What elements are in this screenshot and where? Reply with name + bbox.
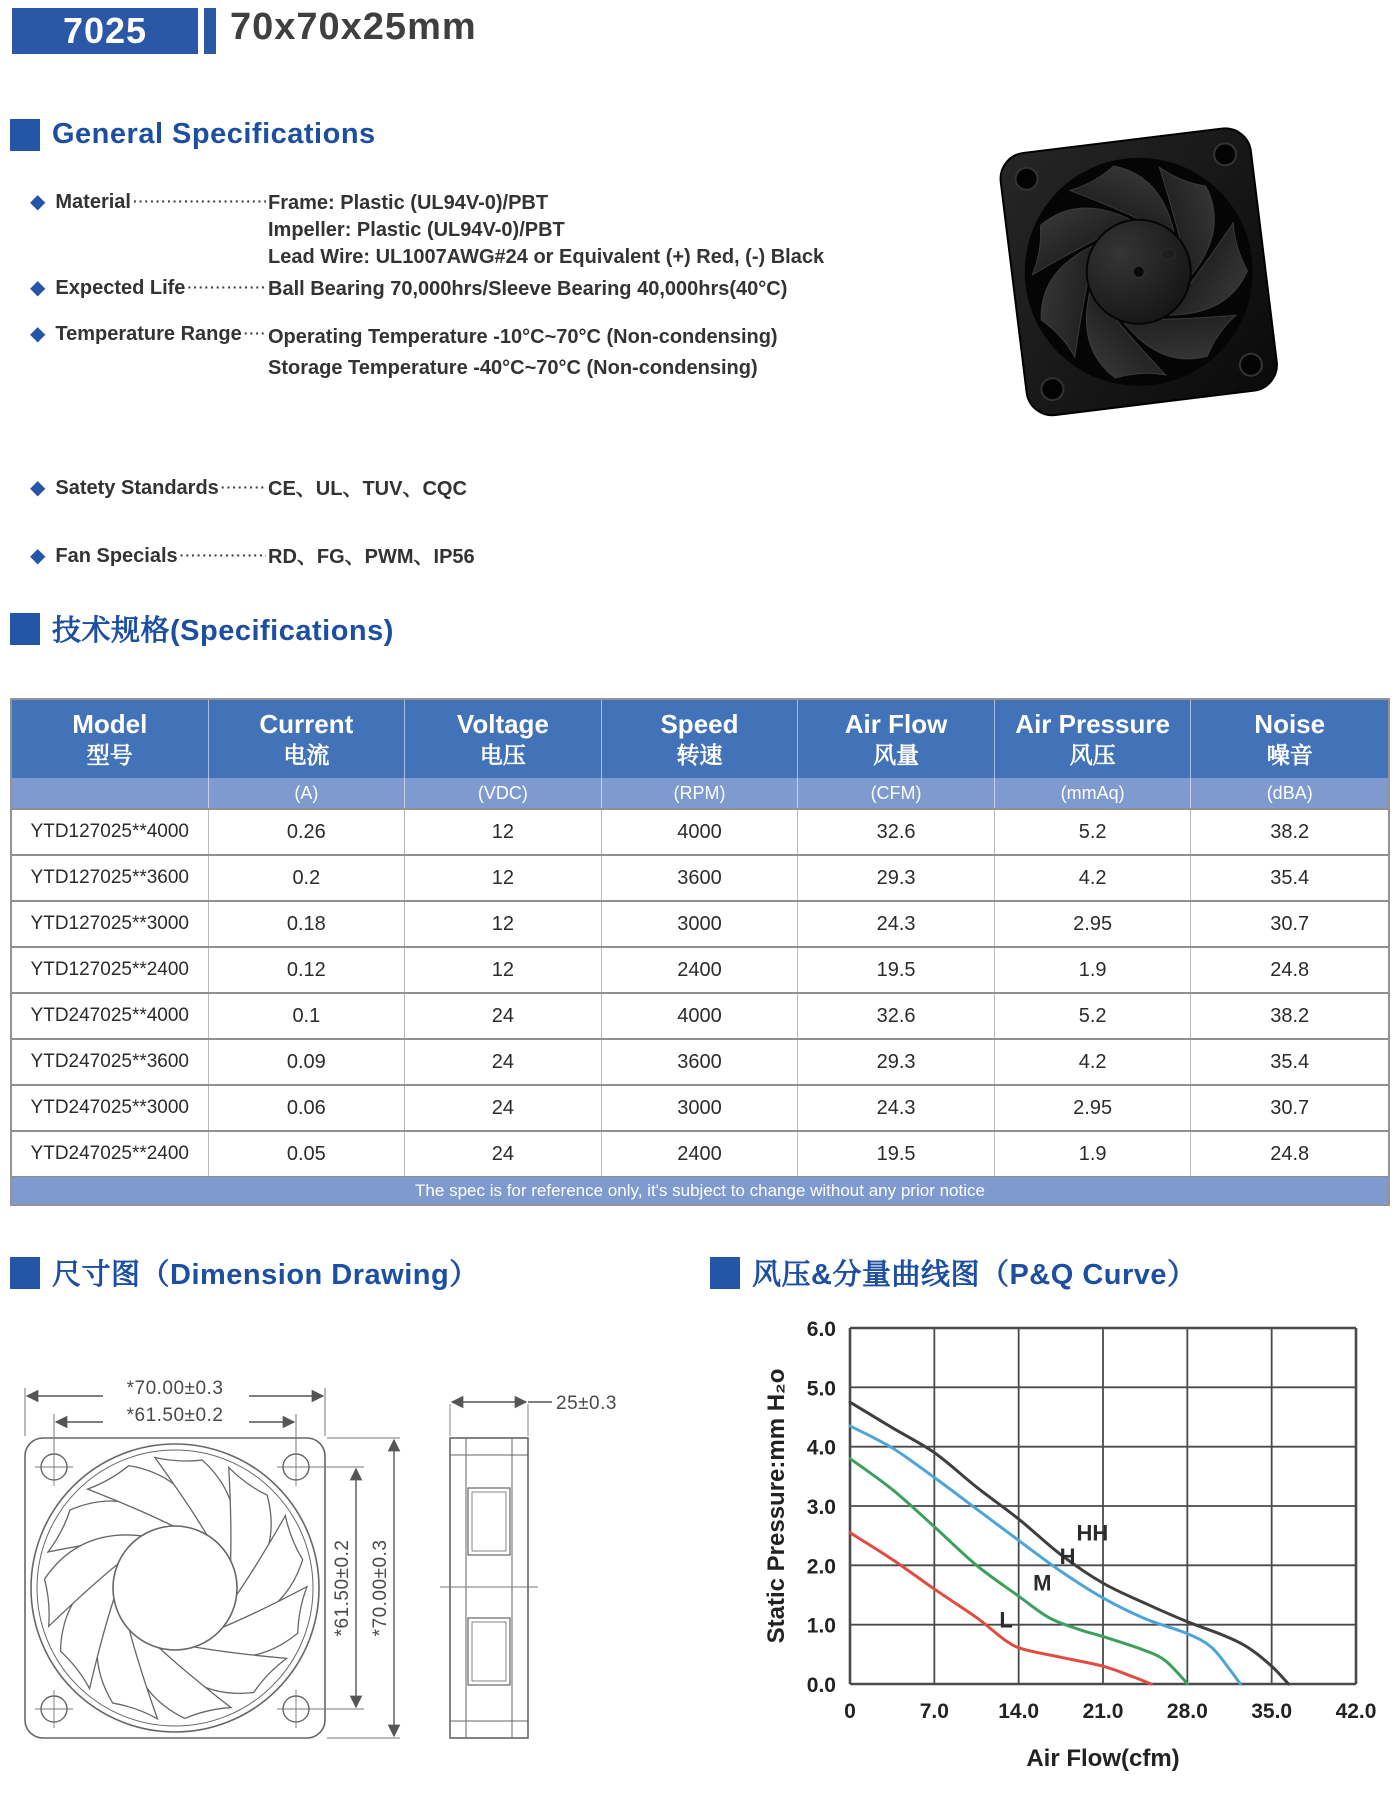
column-header: Current 电流 bbox=[209, 700, 406, 778]
value-cell: 24.8 bbox=[1270, 1142, 1310, 1165]
svg-text:6.0: 6.0 bbox=[806, 1318, 836, 1341]
spec-item-label-group bbox=[30, 190, 268, 214]
spec-item-label-group bbox=[30, 476, 268, 500]
svg-text:3.0: 3.0 bbox=[806, 1496, 836, 1519]
svg-text:H: H bbox=[1059, 1544, 1076, 1570]
dim-outer-width: *70.00±0.3 bbox=[126, 1378, 224, 1399]
value-cell: 32.6 bbox=[798, 994, 995, 1038]
spec-item bbox=[30, 544, 930, 571]
svg-text:4.0: 4.0 bbox=[806, 1436, 836, 1460]
model-cell: YTD127025**2400 bbox=[12, 948, 209, 992]
value-cell: 0.18 bbox=[209, 902, 406, 946]
column-unit: (CFM) bbox=[798, 778, 995, 808]
spec-item-label-group bbox=[30, 322, 268, 346]
value-cell: 19.5 bbox=[798, 1132, 995, 1176]
svg-text:1.0: 1.0 bbox=[806, 1614, 836, 1638]
value-cell: 0.1 bbox=[209, 994, 406, 1038]
spec-item-label: Satety Standards bbox=[55, 477, 219, 499]
svg-text:L: L bbox=[999, 1607, 1013, 1633]
value-cell: 2.95 bbox=[995, 902, 1192, 946]
badge-stripe bbox=[204, 8, 216, 54]
dimension-drawing-svg bbox=[8, 1318, 668, 1788]
column-unit: (mmAq) bbox=[995, 778, 1192, 808]
value-cell: 12 bbox=[405, 810, 602, 854]
column-header: Air Flow 风量 bbox=[798, 700, 995, 778]
column-unit: (VDC) bbox=[405, 778, 602, 808]
svg-text:14.0: 14.0 bbox=[998, 1700, 1040, 1723]
spec-item-value: Frame: Plastic (UL94V-0)/PBT Impeller: Plastic (UL94V-0)/PBT Lead Wire: UL1007AWG#24 or Equivalent (+) Red, (-) Black bbox=[268, 192, 825, 268]
value-cell: 30.7 bbox=[1270, 1096, 1310, 1119]
column-unit: (A) bbox=[209, 778, 406, 808]
spec-item-value: Operating Temperature -10°C~70°C (Non-condensing) Storage Temperature -40°C~70°C (Non-condensing) bbox=[268, 326, 778, 379]
value-cell: 0.26 bbox=[209, 810, 406, 854]
spec-table-footnote: The spec is for reference only, it's subject to change without any prior notice bbox=[12, 1176, 1388, 1204]
section-specifications bbox=[10, 608, 394, 649]
value-cell: 30.7 bbox=[1270, 912, 1310, 935]
spec-item-label-group bbox=[30, 276, 268, 300]
value-cell: 3600 bbox=[602, 856, 799, 900]
section-square-icon bbox=[10, 1257, 40, 1289]
value-cell: 24 bbox=[405, 1132, 602, 1176]
model-code-badge: 7025 bbox=[12, 8, 198, 54]
value-cell: 3000 bbox=[602, 902, 799, 946]
svg-text:7.0: 7.0 bbox=[919, 1700, 949, 1723]
fan-photo-group bbox=[998, 125, 1280, 418]
value-cell: 2400 bbox=[602, 948, 799, 992]
value-cell: 4.2 bbox=[995, 1040, 1192, 1084]
model-cell: YTD247025**4000 bbox=[12, 994, 209, 1038]
x-axis-label: Air Flow(cfm) bbox=[1026, 1745, 1180, 1772]
svg-text:M: M bbox=[1033, 1570, 1052, 1596]
value-cell: 19.5 bbox=[798, 948, 995, 992]
model-cell: YTD247025**2400 bbox=[12, 1132, 209, 1176]
value-cell: 24 bbox=[405, 1086, 602, 1130]
svg-text:35.0: 35.0 bbox=[1251, 1700, 1293, 1723]
section-square-icon bbox=[710, 1257, 740, 1289]
diamond-bullet-icon: ◆ bbox=[30, 545, 46, 567]
table-row bbox=[12, 1038, 1388, 1084]
dotted-leader bbox=[221, 476, 266, 498]
section-square-icon bbox=[10, 613, 40, 645]
dotted-leader bbox=[244, 322, 266, 344]
column-header: Air Pressure 风压 bbox=[995, 700, 1192, 778]
section-title: 尺寸图（Dimension Drawing） bbox=[52, 1259, 479, 1291]
column-header: Voltage 电压 bbox=[405, 700, 602, 778]
spec-table-header bbox=[12, 700, 1388, 778]
value-cell: 5.2 bbox=[995, 994, 1192, 1038]
value-cell: 0.06 bbox=[209, 1086, 406, 1130]
value-cell: 24.3 bbox=[798, 1086, 995, 1130]
spec-table bbox=[10, 698, 1390, 1206]
section-title: 技术规格(Specifications) bbox=[52, 615, 394, 647]
svg-text:21.0: 21.0 bbox=[1082, 1700, 1124, 1723]
spec-table-units-row bbox=[12, 778, 1388, 808]
value-cell: 29.3 bbox=[798, 1040, 995, 1084]
value-cell: 1.9 bbox=[995, 948, 1192, 992]
column-header: Speed 转速 bbox=[602, 700, 799, 778]
svg-text:5.0: 5.0 bbox=[806, 1377, 836, 1401]
table-row bbox=[12, 946, 1388, 992]
section-dimension-drawing bbox=[10, 1252, 479, 1293]
value-cell: 24.8 bbox=[1270, 958, 1310, 981]
spec-item bbox=[30, 190, 930, 271]
spec-item-label: Expected Life bbox=[55, 277, 186, 299]
svg-text:HH: HH bbox=[1076, 1520, 1109, 1546]
dotted-leader bbox=[180, 544, 266, 566]
value-cell: 24 bbox=[405, 994, 602, 1038]
chart-curves bbox=[850, 1402, 1289, 1684]
value-cell: 2.95 bbox=[995, 1086, 1192, 1130]
value-cell: 35.4 bbox=[1270, 1050, 1310, 1073]
value-cell: 5.2 bbox=[995, 810, 1192, 854]
table-row bbox=[12, 1084, 1388, 1130]
value-cell: 32.6 bbox=[798, 810, 995, 854]
column-header: Model 型号 bbox=[12, 700, 209, 778]
column-unit: (dBA) bbox=[1266, 782, 1313, 803]
spec-item-value: RD、FG、PWM、IP56 bbox=[268, 546, 475, 568]
model-cell: YTD247025**3000 bbox=[12, 1086, 209, 1130]
value-cell: 29.3 bbox=[798, 856, 995, 900]
value-cell: 4.2 bbox=[995, 856, 1192, 900]
value-cell: 1.9 bbox=[995, 1132, 1192, 1176]
model-cell: YTD127025**3000 bbox=[12, 902, 209, 946]
value-cell: 38.2 bbox=[1270, 1004, 1310, 1027]
value-cell: 35.4 bbox=[1270, 866, 1310, 889]
diamond-bullet-icon: ◆ bbox=[30, 191, 46, 213]
column-header: Noise 噪音 bbox=[1254, 709, 1326, 768]
column-unit: (RPM) bbox=[602, 778, 799, 808]
spec-item bbox=[30, 276, 930, 303]
model-cell: YTD247025**3600 bbox=[12, 1040, 209, 1084]
dotted-leader bbox=[187, 276, 266, 298]
dotted-leader bbox=[133, 190, 266, 212]
chart-grid bbox=[850, 1328, 1356, 1684]
svg-text:0: 0 bbox=[844, 1700, 856, 1723]
svg-text:0.0: 0.0 bbox=[806, 1674, 836, 1697]
table-row bbox=[12, 854, 1388, 900]
table-row bbox=[12, 992, 1388, 1038]
curve-H bbox=[850, 1426, 1240, 1684]
section-title: General Specifications bbox=[52, 118, 376, 150]
model-cell: YTD127025**3600 bbox=[12, 856, 209, 900]
general-specs-list bbox=[30, 188, 930, 608]
svg-text:42.0: 42.0 bbox=[1335, 1700, 1377, 1723]
section-title: 风压&分量曲线图（P&Q Curve） bbox=[752, 1259, 1197, 1291]
value-cell: 0.05 bbox=[209, 1132, 406, 1176]
table-row bbox=[12, 1130, 1388, 1176]
diamond-bullet-icon: ◆ bbox=[30, 277, 46, 299]
value-cell: 12 bbox=[405, 856, 602, 900]
value-cell: 4000 bbox=[602, 810, 799, 854]
section-pq-curve bbox=[710, 1252, 1197, 1293]
spec-item-label: Temperature Range bbox=[55, 323, 242, 345]
section-general-specifications bbox=[10, 118, 376, 151]
section-square-icon bbox=[10, 119, 40, 151]
value-cell: 12 bbox=[405, 948, 602, 992]
value-cell: 24.3 bbox=[798, 902, 995, 946]
value-cell: 24 bbox=[405, 1040, 602, 1084]
table-row bbox=[12, 808, 1388, 854]
page-title: 70x70x25mm bbox=[230, 6, 477, 48]
fan-side-view bbox=[440, 1404, 538, 1738]
svg-text:28.0: 28.0 bbox=[1166, 1700, 1208, 1723]
table-row bbox=[12, 900, 1388, 946]
diamond-bullet-icon: ◆ bbox=[30, 323, 46, 345]
model-cell: YTD127025**4000 bbox=[12, 810, 209, 854]
dim-outer-height: *70.00±0.3 bbox=[370, 1539, 391, 1637]
value-cell: 38.2 bbox=[1270, 820, 1310, 843]
spec-item-value: Ball Bearing 70,000hrs/Sleeve Bearing 40,000hrs(40°C) bbox=[268, 278, 788, 300]
dim-depth: 25±0.3 bbox=[556, 1393, 617, 1414]
value-cell: 0.2 bbox=[209, 856, 406, 900]
column-unit bbox=[12, 778, 209, 808]
spec-item-label: Fan Specials bbox=[55, 545, 178, 567]
y-axis-label: Static Pressure:mm H₂o bbox=[763, 1368, 790, 1644]
spec-item bbox=[30, 476, 930, 503]
value-cell: 3600 bbox=[602, 1040, 799, 1084]
fan-product-photo bbox=[985, 76, 1285, 476]
value-cell: 12 bbox=[405, 902, 602, 946]
value-cell: 4000 bbox=[602, 994, 799, 1038]
value-cell: 0.12 bbox=[209, 948, 406, 992]
curve-HH bbox=[850, 1402, 1289, 1684]
pq-curve-chart bbox=[758, 1312, 1390, 1790]
spec-item-label-group bbox=[30, 544, 268, 568]
value-cell: 0.09 bbox=[209, 1040, 406, 1084]
dim-hole-pitch: *61.50±0.2 bbox=[126, 1405, 224, 1426]
spec-table-body bbox=[12, 808, 1388, 1176]
spec-item-label: Material bbox=[55, 191, 131, 213]
spec-item-value: CE、UL、TUV、CQC bbox=[268, 478, 467, 500]
spec-item bbox=[30, 322, 930, 384]
value-cell: 2400 bbox=[602, 1132, 799, 1176]
value-cell: 3000 bbox=[602, 1086, 799, 1130]
dim-hole-pitch-vertical: *61.50±0.2 bbox=[332, 1539, 353, 1637]
diamond-bullet-icon: ◆ bbox=[30, 477, 46, 499]
svg-text:2.0: 2.0 bbox=[806, 1555, 836, 1579]
